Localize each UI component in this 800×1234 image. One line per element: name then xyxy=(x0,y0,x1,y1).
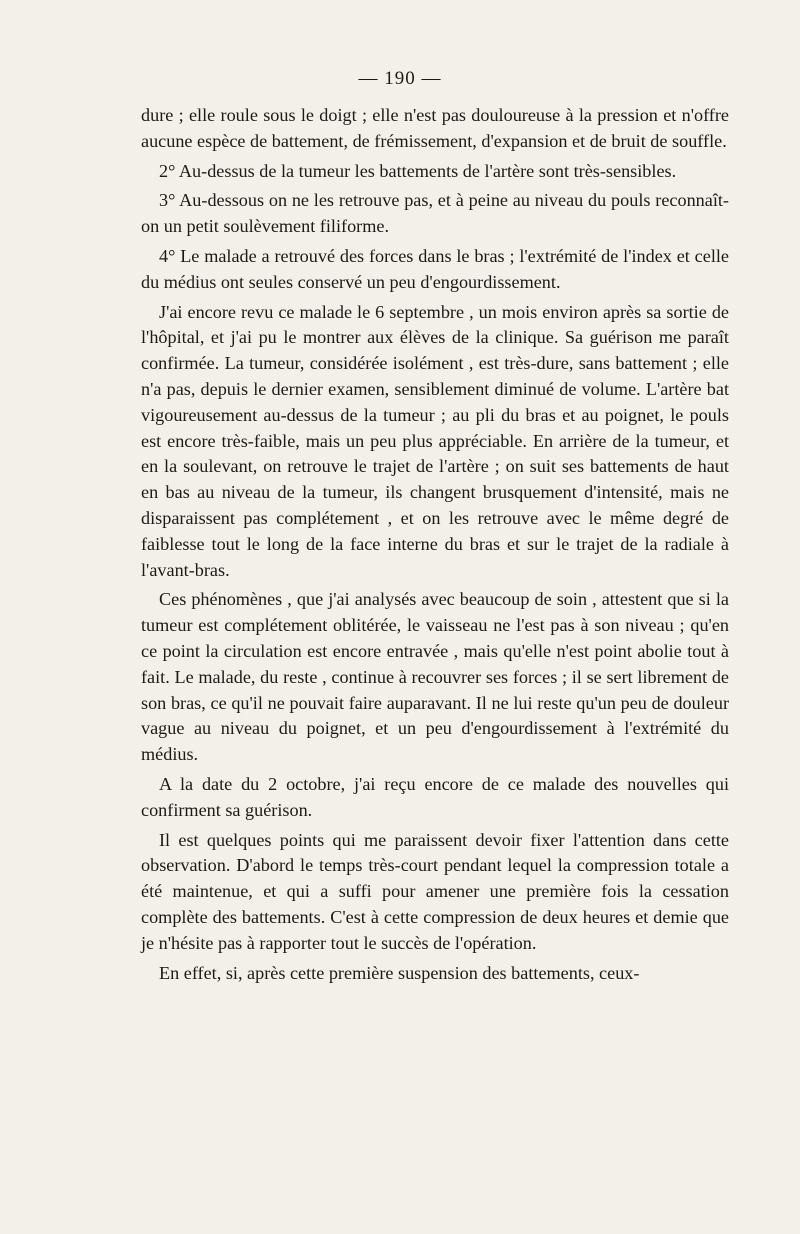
page-number: — 190 — xyxy=(358,68,442,89)
paragraph-october-news: A la date du 2 octobre, j'ai reçu encore de ce malade des nouvelles qui confirment sa guérison. xyxy=(141,773,729,820)
paragraph-continuation: dure ; elle roule sous le doigt ; elle n'est pas douloureuse à la pression et n'offre aucune espèce de battement, de frémissement, d'expansion et de bruit de souffle. xyxy=(141,105,729,151)
paragraph-point-2: 2° Au-dessus de la tumeur les battements de l'artère sont très-sensibles. xyxy=(159,160,677,181)
page-body xyxy=(141,103,729,990)
paragraph-final-line: En effet, si, après cette première suspension des battements, ceux- xyxy=(159,962,640,983)
paragraph-observations: Il est quelques points qui me paraissent devoir fixer l'attention dans cette observation. D'abord le temps très-court pendant lequel la compression totale a été maintenue, et qui a suffi pour amener une première fois la cessation complète des battements. C'est à cette compression de deux heures et demie que je n'hésite pas à rapporter tout le succès de l'opération. xyxy=(141,829,729,953)
paragraph-followup-visit: J'ai encore revu ce malade le 6 septembre , un mois environ après sa sortie de l'hôpital, et j'ai pu le montrer aux élèves de la clinique. Sa guérison me paraît confirmée. La tumeur, considérée isolément , est très-dure, sans battement ; elle n'a pas, depuis le dernier examen, sensiblement diminué de volume. L'artère bat vigoureusement au-dessus de la tumeur ; au pli du bras et au poignet, le pouls est encore très-faible, mais un peu plus appréciable. En arrière de la tumeur, et en la soulevant, on retrouve le trajet de l'artère ; on suit ses battements de haut en bas au niveau de la tumeur, ils changent brusquement d'intensité, mais ne disparaissent pas complétement , et on les retrouve avec le même degré de faiblesse tout le long de la face interne du bras et sur le trajet de la radiale à l'avant-bras. xyxy=(141,301,729,580)
paragraph-point-4: 4° Le malade a retrouvé des forces dans le bras ; l'extrémité de l'index et celle du médius ont seules conservé un peu d'engourdissement. xyxy=(141,245,729,292)
paragraph-analysis: Ces phénomènes , que j'ai analysés avec beaucoup de soin , attestent que si la tumeur est complétement oblitérée, le vaisseau ne l'est pas à son niveau ; qu'en ce point la circulation est encore entravée , mais qu'elle n'est point abolie tout à fait. Le malade, du reste , continue à recouvrer ses forces ; il se sert librement de son bras, ce qu'il ne pouvait faire auparavant. Il ne lui reste qu'un peu de douleur vague au niveau du poignet, et un peu d'engourdissement à l'extrémité du médius. xyxy=(141,589,729,765)
paragraph-point-3: 3° Au-dessous on ne les retrouve pas, et à peine au niveau du pouls reconnaît-on un petit soulèvement filiforme. xyxy=(141,190,729,237)
